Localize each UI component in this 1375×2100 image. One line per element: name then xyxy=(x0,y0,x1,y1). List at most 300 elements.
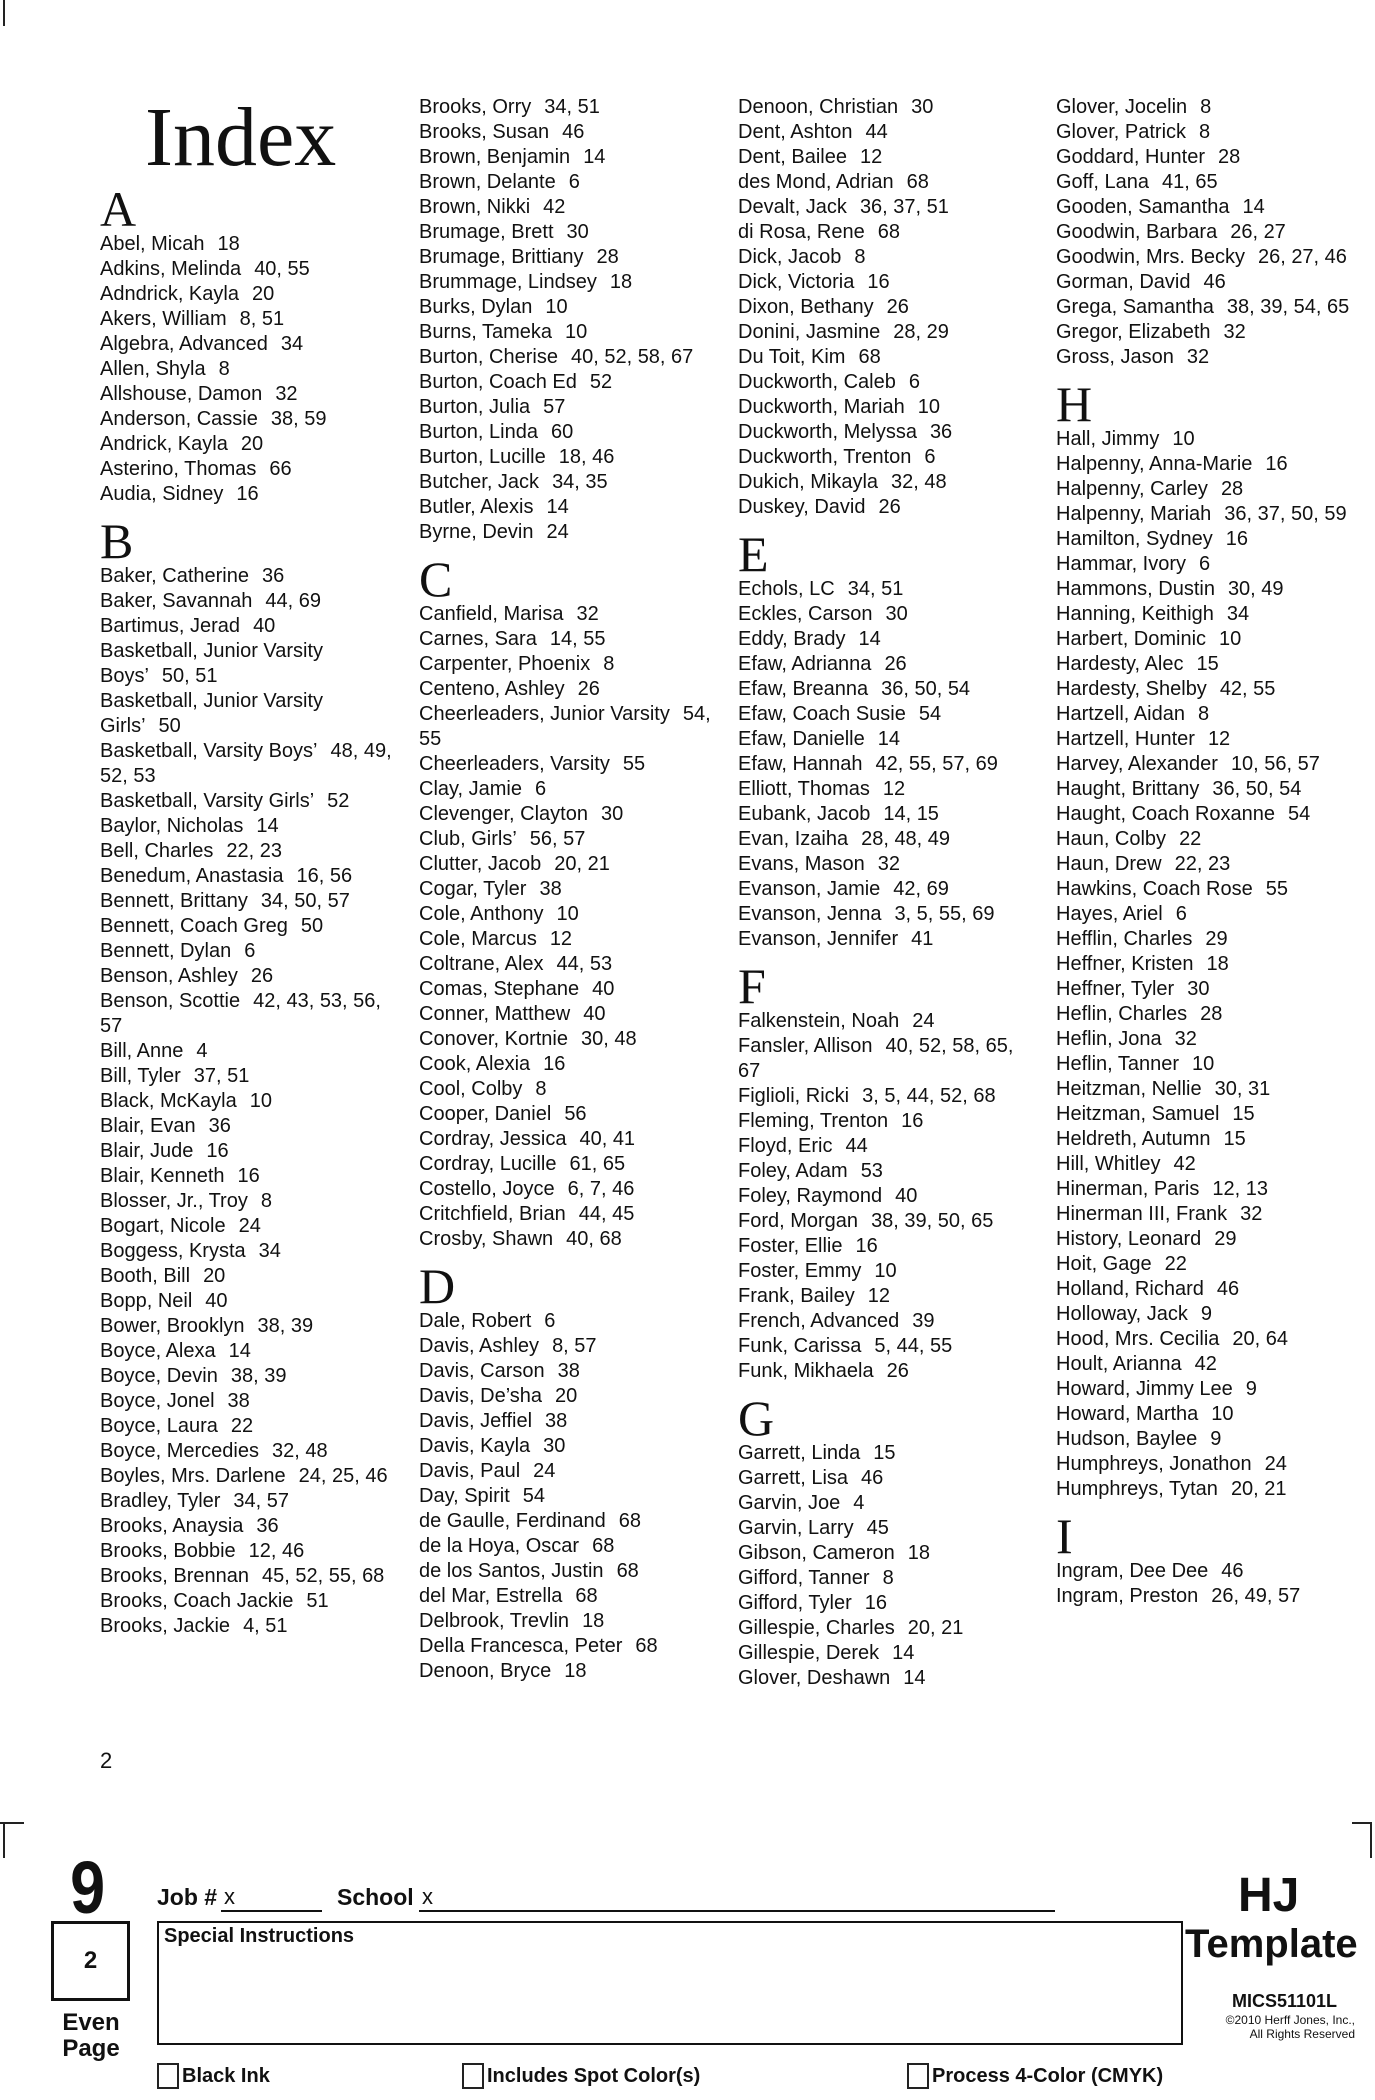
entry-pages: 18 xyxy=(582,1610,605,1632)
index-entry xyxy=(1056,270,1356,295)
entry-name: Boggess, Krysta xyxy=(100,1240,246,1262)
entry-pages: 32 xyxy=(1174,1028,1197,1050)
index-entry xyxy=(419,1534,719,1559)
entry-pages: 52 xyxy=(327,790,350,812)
entry-name: Brooks, Coach Jackie xyxy=(100,1590,294,1612)
section-letter-heading: C xyxy=(419,551,453,607)
entry-pages: 24 xyxy=(1264,1453,1287,1475)
index-entry xyxy=(1056,1327,1356,1352)
entry-name: Baylor, Nicholas xyxy=(100,815,244,837)
index-entry xyxy=(419,1434,719,1459)
entry-name: Butler, Alexis xyxy=(419,496,534,518)
entry-pages: 68 xyxy=(592,1535,615,1557)
entry-pages: 30, 49 xyxy=(1227,578,1284,600)
entry-pages: 6, 7, 46 xyxy=(567,1178,635,1200)
index-entry xyxy=(419,1152,719,1177)
section-letter-heading: I xyxy=(1056,1508,1073,1564)
entry-name: Conover, Kortnie xyxy=(419,1028,568,1050)
index-entry xyxy=(738,802,1038,827)
index-entry xyxy=(738,702,1038,727)
index-entry xyxy=(419,1409,719,1434)
entry-name: Club, Girls’ xyxy=(419,828,517,850)
entry-name: Benson, Scottie xyxy=(100,990,241,1012)
index-column-3 xyxy=(738,95,1038,1691)
entry-pages: 18 xyxy=(907,1542,930,1564)
entry-name: Foster, Emmy xyxy=(738,1260,862,1282)
entry-name: Evanson, Jenna xyxy=(738,903,882,925)
index-entry xyxy=(738,1084,1038,1109)
index-entry xyxy=(1056,452,1356,477)
entry-pages: 18, 46 xyxy=(558,446,615,468)
entry-pages: 8 xyxy=(535,1078,547,1100)
index-entry xyxy=(738,1184,1038,1209)
entry-name: Heldreth, Autumn xyxy=(1056,1128,1211,1150)
index-entry xyxy=(419,220,719,245)
index-entry xyxy=(1056,652,1356,677)
entry-pages: 37, 51 xyxy=(193,1065,250,1087)
entry-pages: 40 xyxy=(583,1003,606,1025)
entry-name: Adkins, Melinda xyxy=(100,258,242,280)
spot-color-checkbox[interactable] xyxy=(462,2063,700,2089)
entry-name: del Mar, Estrella xyxy=(419,1585,563,1607)
checkbox-icon[interactable] xyxy=(907,2063,929,2089)
entry-pages: 18 xyxy=(1206,953,1229,975)
index-entry xyxy=(100,332,400,357)
index-section xyxy=(419,1258,719,1684)
entry-name: Gregor, Elizabeth xyxy=(1056,321,1211,343)
entry-pages: 22 xyxy=(1179,828,1202,850)
entry-name: Humphreys, Jonathon xyxy=(1056,1453,1252,1475)
index-entry xyxy=(738,1209,1038,1234)
index-entry xyxy=(100,482,400,507)
entry-name: Baker, Savannah xyxy=(100,590,253,612)
entry-pages: 6 xyxy=(908,371,920,393)
entry-pages: 10 xyxy=(565,321,588,343)
index-entry xyxy=(419,1609,719,1634)
entry-pages: 68 xyxy=(616,1560,639,1582)
entry-pages: 12 xyxy=(882,778,906,800)
index-entry xyxy=(419,445,719,470)
entry-name: Butcher, Jack xyxy=(419,471,540,493)
page-title: Index xyxy=(145,91,337,184)
entry-name: Hanning, Keithigh xyxy=(1056,603,1214,625)
index-entry xyxy=(1056,977,1356,1002)
index-entry xyxy=(419,877,719,902)
entry-name: de los Santos, Justin xyxy=(419,1560,604,1582)
entry-pages: 34 xyxy=(1226,603,1250,625)
entry-pages: 26 xyxy=(884,653,907,675)
entry-pages: 41, 65 xyxy=(1162,171,1218,193)
crop-mark xyxy=(1370,1822,1372,1858)
section-letter-heading: E xyxy=(738,526,769,582)
entry-name: Gillespie, Derek xyxy=(738,1642,880,1664)
entry-pages: 26 xyxy=(577,678,600,700)
entry-pages: 36 xyxy=(929,421,953,443)
entry-pages: 18 xyxy=(217,233,240,255)
index-entry xyxy=(738,752,1038,777)
entry-pages: 32, 48 xyxy=(891,471,947,493)
index-entry xyxy=(100,1564,400,1589)
entry-pages: 29 xyxy=(1214,1228,1237,1250)
entry-pages: 15 xyxy=(1232,1103,1255,1125)
index-entry xyxy=(1056,1477,1356,1502)
entry-pages: 6 xyxy=(924,446,936,468)
index-entry xyxy=(100,689,400,739)
entry-name: Brooks, Susan xyxy=(419,121,550,143)
entry-pages: 38 xyxy=(557,1360,580,1382)
index-entry xyxy=(419,902,719,927)
entry-name: Abel, Micah xyxy=(100,233,205,255)
entry-pages: 16 xyxy=(237,1165,260,1187)
entry-pages: 54 xyxy=(522,1485,546,1507)
entry-name: Conner, Matthew xyxy=(419,1003,571,1025)
entry-pages: 16 xyxy=(1265,453,1288,475)
entry-pages: 20, 21 xyxy=(1230,1478,1287,1500)
entry-name: Goddard, Hunter xyxy=(1056,146,1205,168)
entry-name: Blair, Evan xyxy=(100,1115,196,1137)
entry-pages: 44 xyxy=(865,121,888,143)
entry-name: Clutter, Jacob xyxy=(419,853,542,875)
entry-pages: 6 xyxy=(1175,903,1187,925)
index-entry xyxy=(738,145,1038,170)
black-ink-checkbox[interactable] xyxy=(157,2063,270,2089)
entry-name: de la Hoya, Oscar xyxy=(419,1535,580,1557)
entry-pages: 6 xyxy=(535,778,547,800)
index-entry xyxy=(1056,877,1356,902)
index-entry xyxy=(100,1264,400,1289)
index-entry xyxy=(419,295,719,320)
entry-name: Bell, Charles xyxy=(100,840,214,862)
entry-pages: 60 xyxy=(550,421,574,443)
entry-pages: 10 xyxy=(1172,428,1195,450)
entry-name: Coltrane, Alex xyxy=(419,953,544,975)
entry-pages: 8, 57 xyxy=(552,1335,597,1357)
entry-pages: 14 xyxy=(256,815,279,837)
entry-name: Denoon, Bryce xyxy=(419,1660,552,1682)
index-entry xyxy=(738,827,1038,852)
entry-pages: 68 xyxy=(618,1510,642,1532)
checkbox-icon[interactable] xyxy=(462,2063,484,2089)
index-entry xyxy=(1056,1002,1356,1027)
entry-pages: 52 xyxy=(589,371,613,393)
index-entry xyxy=(100,282,400,307)
entry-pages: 38 xyxy=(545,1410,568,1432)
entry-pages: 8 xyxy=(603,653,615,675)
entry-name: Hamilton, Sydney xyxy=(1056,528,1213,550)
entry-pages: 41 xyxy=(911,928,934,950)
index-entry xyxy=(419,702,719,752)
entry-pages: 20 xyxy=(555,1385,578,1407)
index-entry xyxy=(100,889,400,914)
entry-pages: 32 xyxy=(877,853,900,875)
entry-name: Heflin, Charles xyxy=(1056,1003,1188,1025)
index-entry xyxy=(419,395,719,420)
copyright xyxy=(1215,2013,1355,2041)
index-entry xyxy=(1056,902,1356,927)
entry-pages: 16 xyxy=(855,1235,878,1257)
index-entry xyxy=(100,1539,400,1564)
entry-name: Boyce, Laura xyxy=(100,1415,218,1437)
index-entry xyxy=(1056,1152,1356,1177)
entry-pages: 10, 56, 57 xyxy=(1230,753,1320,775)
entry-name: Hinerman III, Frank xyxy=(1056,1203,1228,1225)
entry-name: Basketball, Varsity Boys’ xyxy=(100,740,318,762)
entry-pages: 32 xyxy=(576,603,599,625)
entry-pages: 8 xyxy=(854,246,866,268)
index-section xyxy=(419,551,719,1252)
entry-pages: 26, 27 xyxy=(1230,221,1286,243)
entry-name: Cheerleaders, Junior Varsity xyxy=(419,703,670,725)
index-entry xyxy=(100,1439,400,1464)
entry-name: Davis, Kayla xyxy=(419,1435,531,1457)
index-entry xyxy=(100,989,400,1039)
entry-name: Davis, Carson xyxy=(419,1360,545,1382)
index-entry xyxy=(419,345,719,370)
entry-name: Goff, Lana xyxy=(1056,171,1150,193)
entry-pages: 16 xyxy=(867,271,890,293)
entry-pages: 8 xyxy=(1199,121,1211,143)
entry-name: Andrick, Kayla xyxy=(100,433,228,455)
entry-name: Hill, Whitley xyxy=(1056,1153,1161,1175)
entry-name: Ingram, Dee Dee xyxy=(1056,1560,1209,1582)
entry-pages: 26 xyxy=(886,296,909,318)
index-entry xyxy=(738,1284,1038,1309)
checkbox-icon[interactable] xyxy=(157,2063,179,2089)
entry-name: Blosser, Jr., Troy xyxy=(100,1190,248,1212)
entry-pages: 28 xyxy=(1220,478,1244,500)
entry-name: Brooks, Brennan xyxy=(100,1565,249,1587)
entry-name: French, Advanced xyxy=(738,1310,900,1332)
crop-mark xyxy=(1352,1822,1372,1824)
index-section xyxy=(738,958,1038,1384)
entry-name: Grega, Samantha xyxy=(1056,296,1214,318)
entry-pages: 38, 39 xyxy=(230,1365,287,1387)
entry-pages: 30 xyxy=(885,603,908,625)
index-entry xyxy=(1056,1052,1356,1077)
school-field[interactable]: x xyxy=(419,1884,1055,1912)
entry-pages: 32 xyxy=(1223,321,1246,343)
entry-pages: 68 xyxy=(877,221,900,243)
entry-name: Gifford, Tanner xyxy=(738,1567,870,1589)
entry-name: Dukich, Mikayla xyxy=(738,471,879,493)
section-letter-heading: F xyxy=(738,958,766,1014)
entry-pages: 55 xyxy=(622,753,646,775)
entry-name: Akers, William xyxy=(100,308,227,330)
rights-line: All Rights Reserved xyxy=(1249,2027,1355,2041)
entry-pages: 30 xyxy=(600,803,624,825)
entry-name: Canfield, Marisa xyxy=(419,603,564,625)
index-entry xyxy=(1056,170,1356,195)
index-entry xyxy=(738,1641,1038,1666)
entry-name: Duckworth, Mariah xyxy=(738,396,905,418)
entry-pages: 24 xyxy=(533,1460,556,1482)
entry-name: Burton, Coach Ed xyxy=(419,371,577,393)
entry-name: Harbert, Dominic xyxy=(1056,628,1207,650)
entry-name: Crosby, Shawn xyxy=(419,1228,554,1250)
entry-name: Efaw, Danielle xyxy=(738,728,865,750)
entry-pages: 16 xyxy=(236,483,259,505)
index-entry xyxy=(419,370,719,395)
entry-pages: 8, 51 xyxy=(239,308,285,330)
entry-pages: 18 xyxy=(609,271,633,293)
entry-pages: 40, 68 xyxy=(566,1228,622,1250)
entry-name: Du Toit, Kim xyxy=(738,346,846,368)
index-entry xyxy=(738,902,1038,927)
entry-name: Efaw, Coach Susie xyxy=(738,703,906,725)
entry-name: Byrne, Devin xyxy=(419,521,534,543)
entry-name: Hammar, Ivory xyxy=(1056,553,1187,575)
entry-pages: 8 xyxy=(260,1190,272,1212)
entry-pages: 45, 52, 55, 68 xyxy=(261,1565,385,1587)
index-entry xyxy=(419,1102,719,1127)
index-entry xyxy=(419,777,719,802)
index-entry xyxy=(100,1314,400,1339)
entry-name: Bill, Tyler xyxy=(100,1065,181,1087)
entry-name: Hardesty, Alec xyxy=(1056,653,1184,675)
entry-pages: 36 xyxy=(256,1515,279,1537)
entry-pages: 4, 51 xyxy=(243,1615,288,1637)
index-entry xyxy=(1056,752,1356,777)
entry-name: Booth, Bill xyxy=(100,1265,191,1287)
index-entry xyxy=(419,1359,719,1384)
entry-name: Ford, Morgan xyxy=(738,1210,859,1232)
entry-name: Carnes, Sara xyxy=(419,628,537,650)
index-section xyxy=(738,1390,1038,1691)
entry-pages: 42 xyxy=(1194,1353,1217,1375)
entry-pages: 14, 55 xyxy=(549,628,606,650)
entry-pages: 56 xyxy=(564,1103,587,1125)
index-entry xyxy=(738,1009,1038,1034)
entry-pages: 54 xyxy=(918,703,942,725)
entry-pages: 8 xyxy=(218,358,230,380)
entry-name: Carpenter, Phoenix xyxy=(419,653,591,675)
entry-name: Evans, Mason xyxy=(738,853,865,875)
entry-pages: 40, 52, 58, 65, 67 xyxy=(738,1035,1014,1082)
index-entry xyxy=(419,827,719,852)
entry-pages: 34, 51 xyxy=(847,578,904,600)
entry-name: Allshouse, Damon xyxy=(100,383,263,405)
index-entry xyxy=(1056,1377,1356,1402)
index-entry xyxy=(738,270,1038,295)
entry-name: Hinerman, Paris xyxy=(1056,1178,1200,1200)
entry-name: Gooden, Samantha xyxy=(1056,196,1230,218)
entry-name: Bopp, Neil xyxy=(100,1290,193,1312)
index-entry xyxy=(419,495,719,520)
index-entry xyxy=(100,357,400,382)
entry-name: Bennett, Brittany xyxy=(100,890,248,912)
page-number: 2 xyxy=(100,1748,113,1773)
entry-name: Hudson, Baylee xyxy=(1056,1428,1198,1450)
crop-mark xyxy=(0,1822,24,1824)
entry-name: Garrett, Lisa xyxy=(738,1467,849,1489)
entry-pages: 38, 59 xyxy=(270,408,327,430)
index-entry xyxy=(100,407,400,432)
special-instructions-label: Special Instructions xyxy=(164,1925,355,1947)
index-entry xyxy=(100,307,400,332)
entry-name: Centeno, Ashley xyxy=(419,678,565,700)
index-entry xyxy=(738,1591,1038,1616)
index-entry xyxy=(100,1514,400,1539)
index-entry xyxy=(738,420,1038,445)
entry-name: Burton, Lucille xyxy=(419,446,546,468)
special-instructions-box[interactable] xyxy=(157,1921,1183,2045)
entry-name: Devalt, Jack xyxy=(738,196,847,218)
entry-name: Evan, Izaiha xyxy=(738,828,849,850)
process-4-color-checkbox[interactable] xyxy=(907,2063,1163,2089)
entry-pages: 26 xyxy=(886,1360,909,1382)
entry-name: Halpenny, Anna-Marie xyxy=(1056,453,1253,475)
entry-pages: 38 xyxy=(539,878,562,900)
index-entry xyxy=(1056,1352,1356,1377)
entry-name: Haught, Brittany xyxy=(1056,778,1200,800)
index-entry xyxy=(1056,1559,1356,1584)
entry-pages: 44, 45 xyxy=(578,1203,635,1225)
index-entry xyxy=(738,1134,1038,1159)
entry-pages: 20 xyxy=(251,283,275,305)
entry-name: Davis, De’sha xyxy=(419,1385,543,1407)
section-letter-heading: D xyxy=(419,1258,456,1314)
index-section xyxy=(1056,1508,1356,1609)
entry-pages: 30 xyxy=(911,96,934,118)
index-entry xyxy=(100,1364,400,1389)
index-entry xyxy=(738,1491,1038,1516)
entry-name: Foley, Adam xyxy=(738,1160,848,1182)
index-section xyxy=(738,95,1038,520)
index-entry xyxy=(1056,1077,1356,1102)
entry-pages: 40 xyxy=(895,1185,918,1207)
index-entry xyxy=(100,457,400,482)
entry-pages: 14 xyxy=(546,496,569,518)
entry-pages: 15 xyxy=(1196,653,1219,675)
entry-name: Boyce, Mercedies xyxy=(100,1440,259,1462)
entry-pages: 16 xyxy=(1225,528,1248,550)
index-section xyxy=(1056,95,1356,370)
entry-pages: 24 xyxy=(546,521,569,543)
index-entry xyxy=(100,1239,400,1264)
entry-name: Costello, Joyce xyxy=(419,1178,555,1200)
index-entry xyxy=(419,1227,719,1252)
index-entry xyxy=(419,170,719,195)
entry-pages: 30, 48 xyxy=(580,1028,637,1050)
entry-pages: 45 xyxy=(866,1517,889,1539)
entry-pages: 38 xyxy=(227,1390,250,1412)
entry-name: Cogar, Tyler xyxy=(419,878,527,900)
entry-name: Hawkins, Coach Rose xyxy=(1056,878,1253,900)
entry-pages: 34 xyxy=(280,333,304,355)
entry-name: Bennett, Coach Greg xyxy=(100,915,288,937)
entry-pages: 20, 21 xyxy=(554,853,610,875)
entry-name: Elliott, Thomas xyxy=(738,778,870,800)
entry-name: Efaw, Adrianna xyxy=(738,653,872,675)
template-label: Template xyxy=(1185,1922,1358,1966)
index-entry xyxy=(100,432,400,457)
section-letter-heading: G xyxy=(738,1390,775,1446)
index-entry xyxy=(738,677,1038,702)
entry-name: Boyce, Devin xyxy=(100,1365,218,1387)
job-number-field[interactable]: x xyxy=(221,1884,322,1912)
index-entry xyxy=(1056,777,1356,802)
index-entry xyxy=(419,1384,719,1409)
entry-name: Duckworth, Melyssa xyxy=(738,421,917,443)
index-entry xyxy=(738,95,1038,120)
index-entry xyxy=(1056,1227,1356,1252)
entry-pages: 9 xyxy=(1200,1303,1213,1325)
entry-name: Dixon, Bethany xyxy=(738,296,874,318)
entry-pages: 40, 52, 58, 67 xyxy=(570,346,694,368)
checkbox-label: Black Ink xyxy=(182,2064,270,2087)
entry-pages: 4 xyxy=(196,1040,208,1062)
entry-pages: 10 xyxy=(545,296,568,318)
